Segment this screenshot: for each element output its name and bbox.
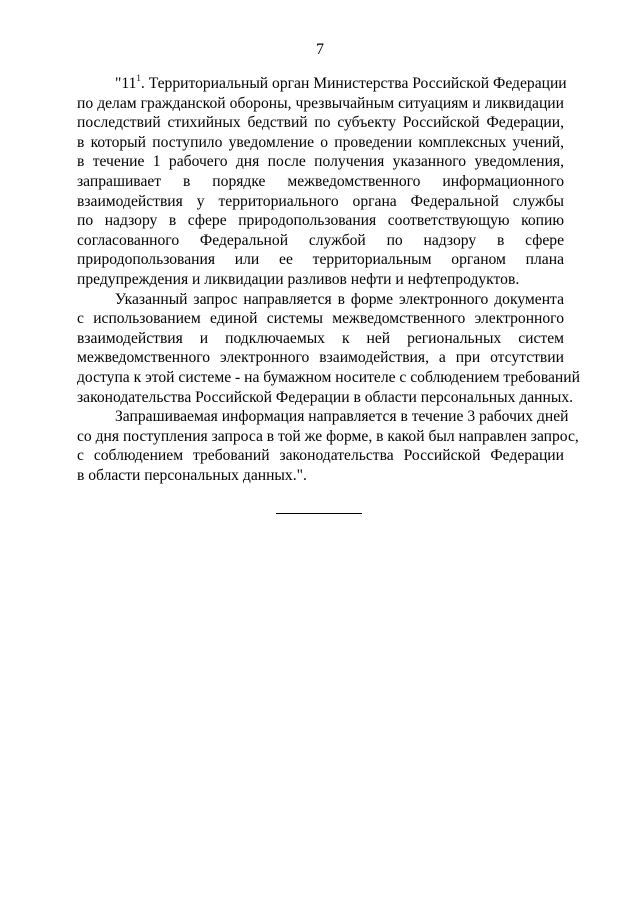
paragraph-line: взаимодействия у территориального органа Федеральной службы [77,192,564,210]
paragraph-line: по надзору в сфере природопользования соответствующую копию [77,212,564,230]
end-separator-line [276,513,362,514]
paragraph-2 [77,290,580,408]
paragraph-line: последствий стихийных бедствий по субъекту Российской Федерации, [77,114,564,132]
paragraph-line: доступа к этой системе - на бумажном носителе с соблюдением требований [77,368,580,386]
document-body [77,72,580,485]
paragraph-line: Указанный запрос направляется в форме электронного документа [115,290,564,308]
paragraph-line: с соблюдением требований законодательства Российской Федерации [77,447,564,465]
paragraph-line: природопользования или ее территориальным органом плана [77,251,564,269]
text-segment: . Территориальный орган Министерства Российской Федерации [140,75,567,92]
paragraph-line: взаимодействия и подключаемых к ней региональных систем [77,329,564,347]
paragraph-line: Запрашиваемая информация направляется в течение 3 рабочих дней [115,408,569,426]
page-number: 7 [316,41,324,58]
paragraph-line: согласованного Федеральной службой по надзору в сфере [77,231,564,249]
paragraph-3 [77,407,579,485]
paragraph-line: в области персональных данных.". [77,466,307,484]
paragraph-line: в который поступило уведомление о проведении комплексных учений, [77,133,564,151]
paragraph-line [77,72,567,94]
paragraph-line: запрашивает в порядке межведомственного информационного [77,172,564,190]
paragraph-line: с использованием единой системы межведомственного электронного [77,310,564,328]
superscript: 1 [136,72,141,83]
paragraph-1 [77,72,567,290]
paragraph-line: по делам гражданской обороны, чрезвычайным ситуациям и ликвидации [77,94,564,112]
paragraph-line: в течение 1 рабочего дня после получения указанного уведомления, [77,153,564,171]
paragraph-line: законодательства Российской Федерации в области персональных данных. [77,388,574,406]
paragraph-line: предупреждения и ликвидации разливов нефти и нефтепродуктов. [77,270,520,288]
text-segment: "11 [115,75,137,92]
paragraph-line: межведомственного электронного взаимодействия, а при отсутствии [77,349,564,367]
paragraph-line: со дня поступления запроса в той же форме, в какой был направлен запрос, [77,427,579,445]
